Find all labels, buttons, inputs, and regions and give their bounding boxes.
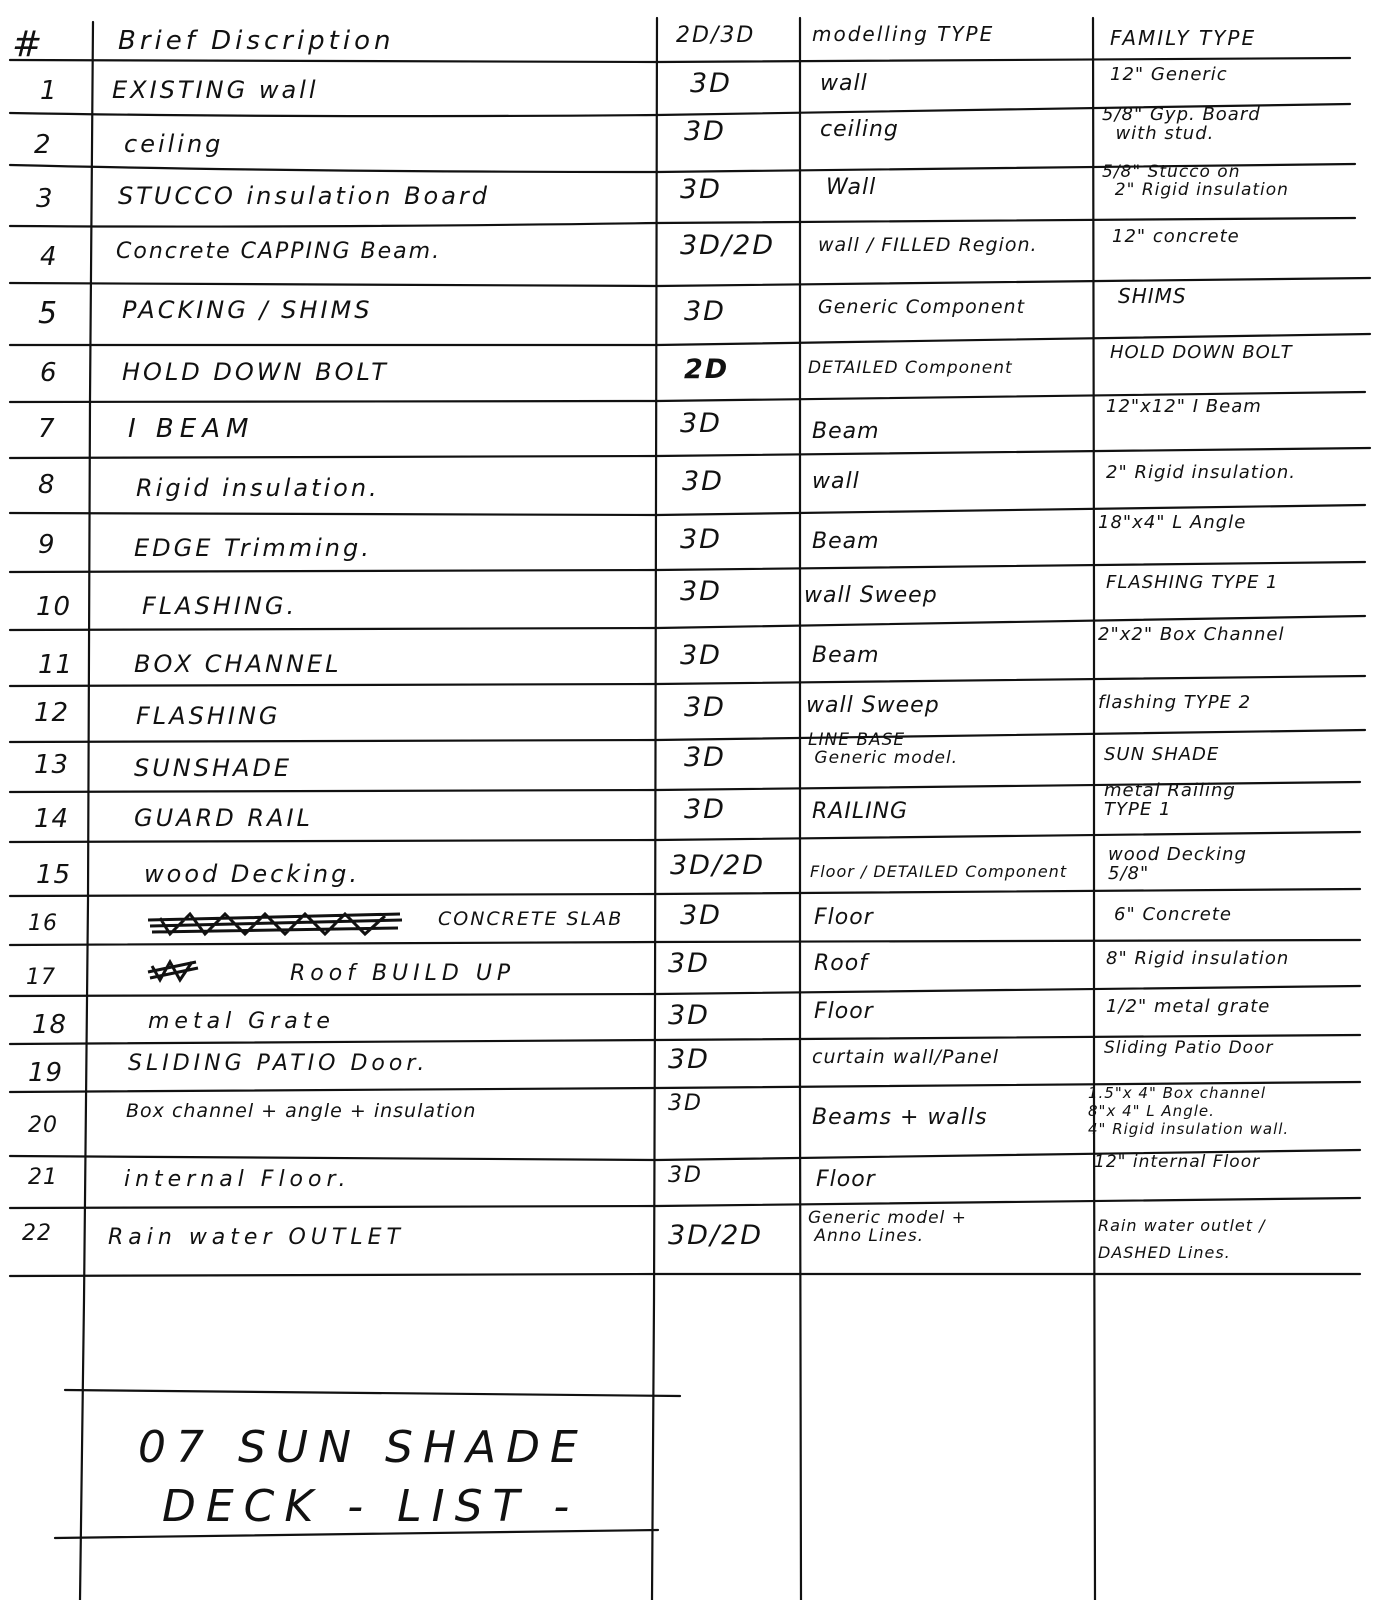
row-modelling-type: Generic model + Anno Lines. xyxy=(808,1208,967,1246)
row-number: 22 xyxy=(22,1221,52,1246)
row-family-type: 12"x12" I Beam xyxy=(1106,396,1262,417)
row-number: 16 xyxy=(28,911,58,936)
column-line-desc xyxy=(652,18,657,1600)
header-family-type: FAMILY TYPE xyxy=(1110,26,1257,50)
row-dimension: 3D xyxy=(682,466,724,497)
row-family-type: Rain water outlet / DASHED Lines. xyxy=(1098,1216,1266,1263)
row-number: 18 xyxy=(32,1010,68,1040)
row-family-type: metal Railing TYPE 1 xyxy=(1104,780,1236,820)
row-dimension: 3D xyxy=(668,1044,710,1075)
row-modelling-type: curtain wall/Panel xyxy=(812,1046,1000,1068)
row-modelling-type: Floor xyxy=(814,905,874,930)
row-modelling-type: wall Sweep xyxy=(806,693,940,718)
row-dimension: 3D/2D xyxy=(668,1220,764,1251)
row-description: SUNSHADE xyxy=(134,754,293,782)
row-description: PACKING / SHIMS xyxy=(122,296,373,324)
row-description: BOX CHANNEL xyxy=(134,650,342,678)
row-dimension: 3D/2D xyxy=(670,850,766,881)
row-dimension: 3D xyxy=(680,640,722,671)
row-description: EDGE Trimming. xyxy=(134,534,372,562)
row-modelling-type: LINE BASE Generic model. xyxy=(808,730,959,768)
row-description: EXISTING wall xyxy=(112,76,319,104)
row-family-type: 12" internal Floor xyxy=(1094,1152,1261,1172)
row-number: 7 xyxy=(38,414,56,444)
row-description: FLASHING. xyxy=(142,592,298,620)
row-number: 10 xyxy=(36,592,72,622)
row-dimension: 3D xyxy=(668,948,710,979)
column-line-dim xyxy=(800,18,801,1600)
row-description: metal Grate xyxy=(148,1009,335,1034)
row-description: internal Floor. xyxy=(124,1167,351,1192)
row-modelling-type: Floor xyxy=(816,1167,876,1192)
row-number: 12 xyxy=(34,698,70,728)
row-number: 15 xyxy=(36,860,72,890)
row-dimension: 3D xyxy=(684,116,726,147)
row-modelling-type: wall / FILLED Region. xyxy=(818,234,1038,256)
row-description: ceiling xyxy=(124,130,224,158)
row-dimension: 3D xyxy=(684,794,726,825)
row-dimension: 3D xyxy=(690,68,732,99)
row-family-type: HOLD DOWN BOLT xyxy=(1110,342,1293,363)
row-family-type: flashing TYPE 2 xyxy=(1098,692,1252,713)
header-modelling-type: modelling TYPE xyxy=(812,22,995,46)
row-family-type: SHIMS xyxy=(1118,284,1187,308)
row-description: Rain water OUTLET xyxy=(108,1225,405,1250)
row-dimension: 3D/2D xyxy=(680,230,776,261)
scribble-row17 xyxy=(148,962,198,980)
column-line-num xyxy=(80,22,93,1600)
row-family-type: 8" Rigid insulation xyxy=(1106,948,1290,969)
row-number: 8 xyxy=(38,470,56,500)
row-dimension: 3D xyxy=(680,900,722,931)
row-family-type: FLASHING TYPE 1 xyxy=(1106,572,1279,593)
row-modelling-type: Beams + walls xyxy=(812,1105,988,1130)
row-modelling-type: Roof xyxy=(814,951,868,976)
row-description: SLIDING PATIO Door. xyxy=(128,1051,429,1076)
row-family-type: Sliding Patio Door xyxy=(1104,1038,1274,1058)
row-description: HOLD DOWN BOLT xyxy=(122,358,389,386)
row-description: CONCRETE SLAB xyxy=(438,908,624,930)
row-description: wood Decking. xyxy=(144,860,360,888)
row-number: 19 xyxy=(28,1058,64,1088)
row-family-type: 12" concrete xyxy=(1112,226,1240,247)
column-line-mod xyxy=(1093,18,1095,1600)
row-family-type: wood Decking 5/8" xyxy=(1108,844,1247,884)
row-description: I BEAM xyxy=(128,414,255,444)
row-family-type: 2" Rigid insulation. xyxy=(1106,462,1296,483)
row-number: 5 xyxy=(38,296,59,331)
row-dimension: 3D xyxy=(684,692,726,723)
row-number: 14 xyxy=(34,804,70,834)
row-family-type: 5/8" Gyp. Board with stud. xyxy=(1102,104,1261,144)
row-dimension: 3D xyxy=(680,174,722,205)
row-number: 11 xyxy=(38,650,74,680)
row-dimension: 3D xyxy=(680,576,722,607)
row-modelling-type: Beam xyxy=(812,643,880,668)
row-family-type: 6" Concrete xyxy=(1114,904,1232,925)
row-modelling-type: Beam xyxy=(812,419,880,444)
row-number: 20 xyxy=(28,1113,58,1138)
row-modelling-type: RAILING xyxy=(812,799,909,824)
row-family-type: SUN SHADE xyxy=(1104,744,1220,765)
row-modelling-type: DETAILED Component xyxy=(808,358,1013,378)
row-description: Box channel + angle + insulation xyxy=(126,1100,477,1122)
row-dimension: 3D xyxy=(684,296,726,327)
row-number: 2 xyxy=(34,130,52,160)
header-number: # xyxy=(12,24,45,65)
row-dimension: 2D xyxy=(684,354,730,385)
row-number: 1 xyxy=(40,76,58,106)
row-family-type: 1/2" metal grate xyxy=(1106,996,1271,1017)
header-2d-3d: 2D/3D xyxy=(676,23,756,48)
row-description: Concrete CAPPING Beam. xyxy=(116,239,442,264)
row-modelling-type: wall xyxy=(812,469,860,494)
row-family-type: 12" Generic xyxy=(1110,64,1228,85)
row-family-type: 5/8" Stucco on 2" Rigid insulation xyxy=(1102,162,1289,200)
row-description: Rigid insulation. xyxy=(136,474,380,502)
row-number: 4 xyxy=(40,242,58,272)
row-modelling-type: wall xyxy=(820,71,868,96)
row-description: STUCCO insulation Board xyxy=(118,182,491,210)
row-dimension: 3D xyxy=(684,742,726,773)
row-modelling-type: Wall xyxy=(826,175,877,200)
row-number: 9 xyxy=(38,530,56,560)
header-brief-description: Brief Discription xyxy=(118,26,395,56)
row-modelling-type: Generic Component xyxy=(818,296,1026,318)
scribble-row16 xyxy=(148,914,402,934)
row-number: 3 xyxy=(36,184,54,214)
row-number: 13 xyxy=(34,750,70,780)
row-description: FLASHING xyxy=(136,702,281,730)
row-dimension: 3D xyxy=(680,524,722,555)
row-family-type: 18"x4" L Angle xyxy=(1098,512,1247,533)
row-family-type: 1.5"x 4" Box channel 8"x 4" L Angle. 4" Rigid insulation wall. xyxy=(1088,1084,1290,1138)
row-modelling-type: ceiling xyxy=(820,117,899,142)
row-dimension: 3D xyxy=(668,1163,703,1188)
row-family-type: 2"x2" Box Channel xyxy=(1098,624,1285,645)
row-modelling-type: Floor / DETAILED Component xyxy=(810,862,1068,881)
row-dimension: 3D xyxy=(680,408,722,439)
row-description: Roof BUILD UP xyxy=(290,961,516,986)
row-number: 21 xyxy=(28,1165,58,1190)
row-modelling-type: wall Sweep xyxy=(804,583,938,608)
row-modelling-type: Beam xyxy=(812,529,880,554)
sheet-title: 07 SUN SHADE DECK - LIST - xyxy=(138,1422,588,1533)
row-number: 17 xyxy=(26,965,56,990)
row-description: GUARD RAIL xyxy=(134,804,313,832)
row-dimension: 3D xyxy=(668,1000,710,1031)
row-dimension: 3D xyxy=(668,1091,703,1116)
row-number: 6 xyxy=(40,358,58,388)
row-modelling-type: Floor xyxy=(814,999,874,1024)
